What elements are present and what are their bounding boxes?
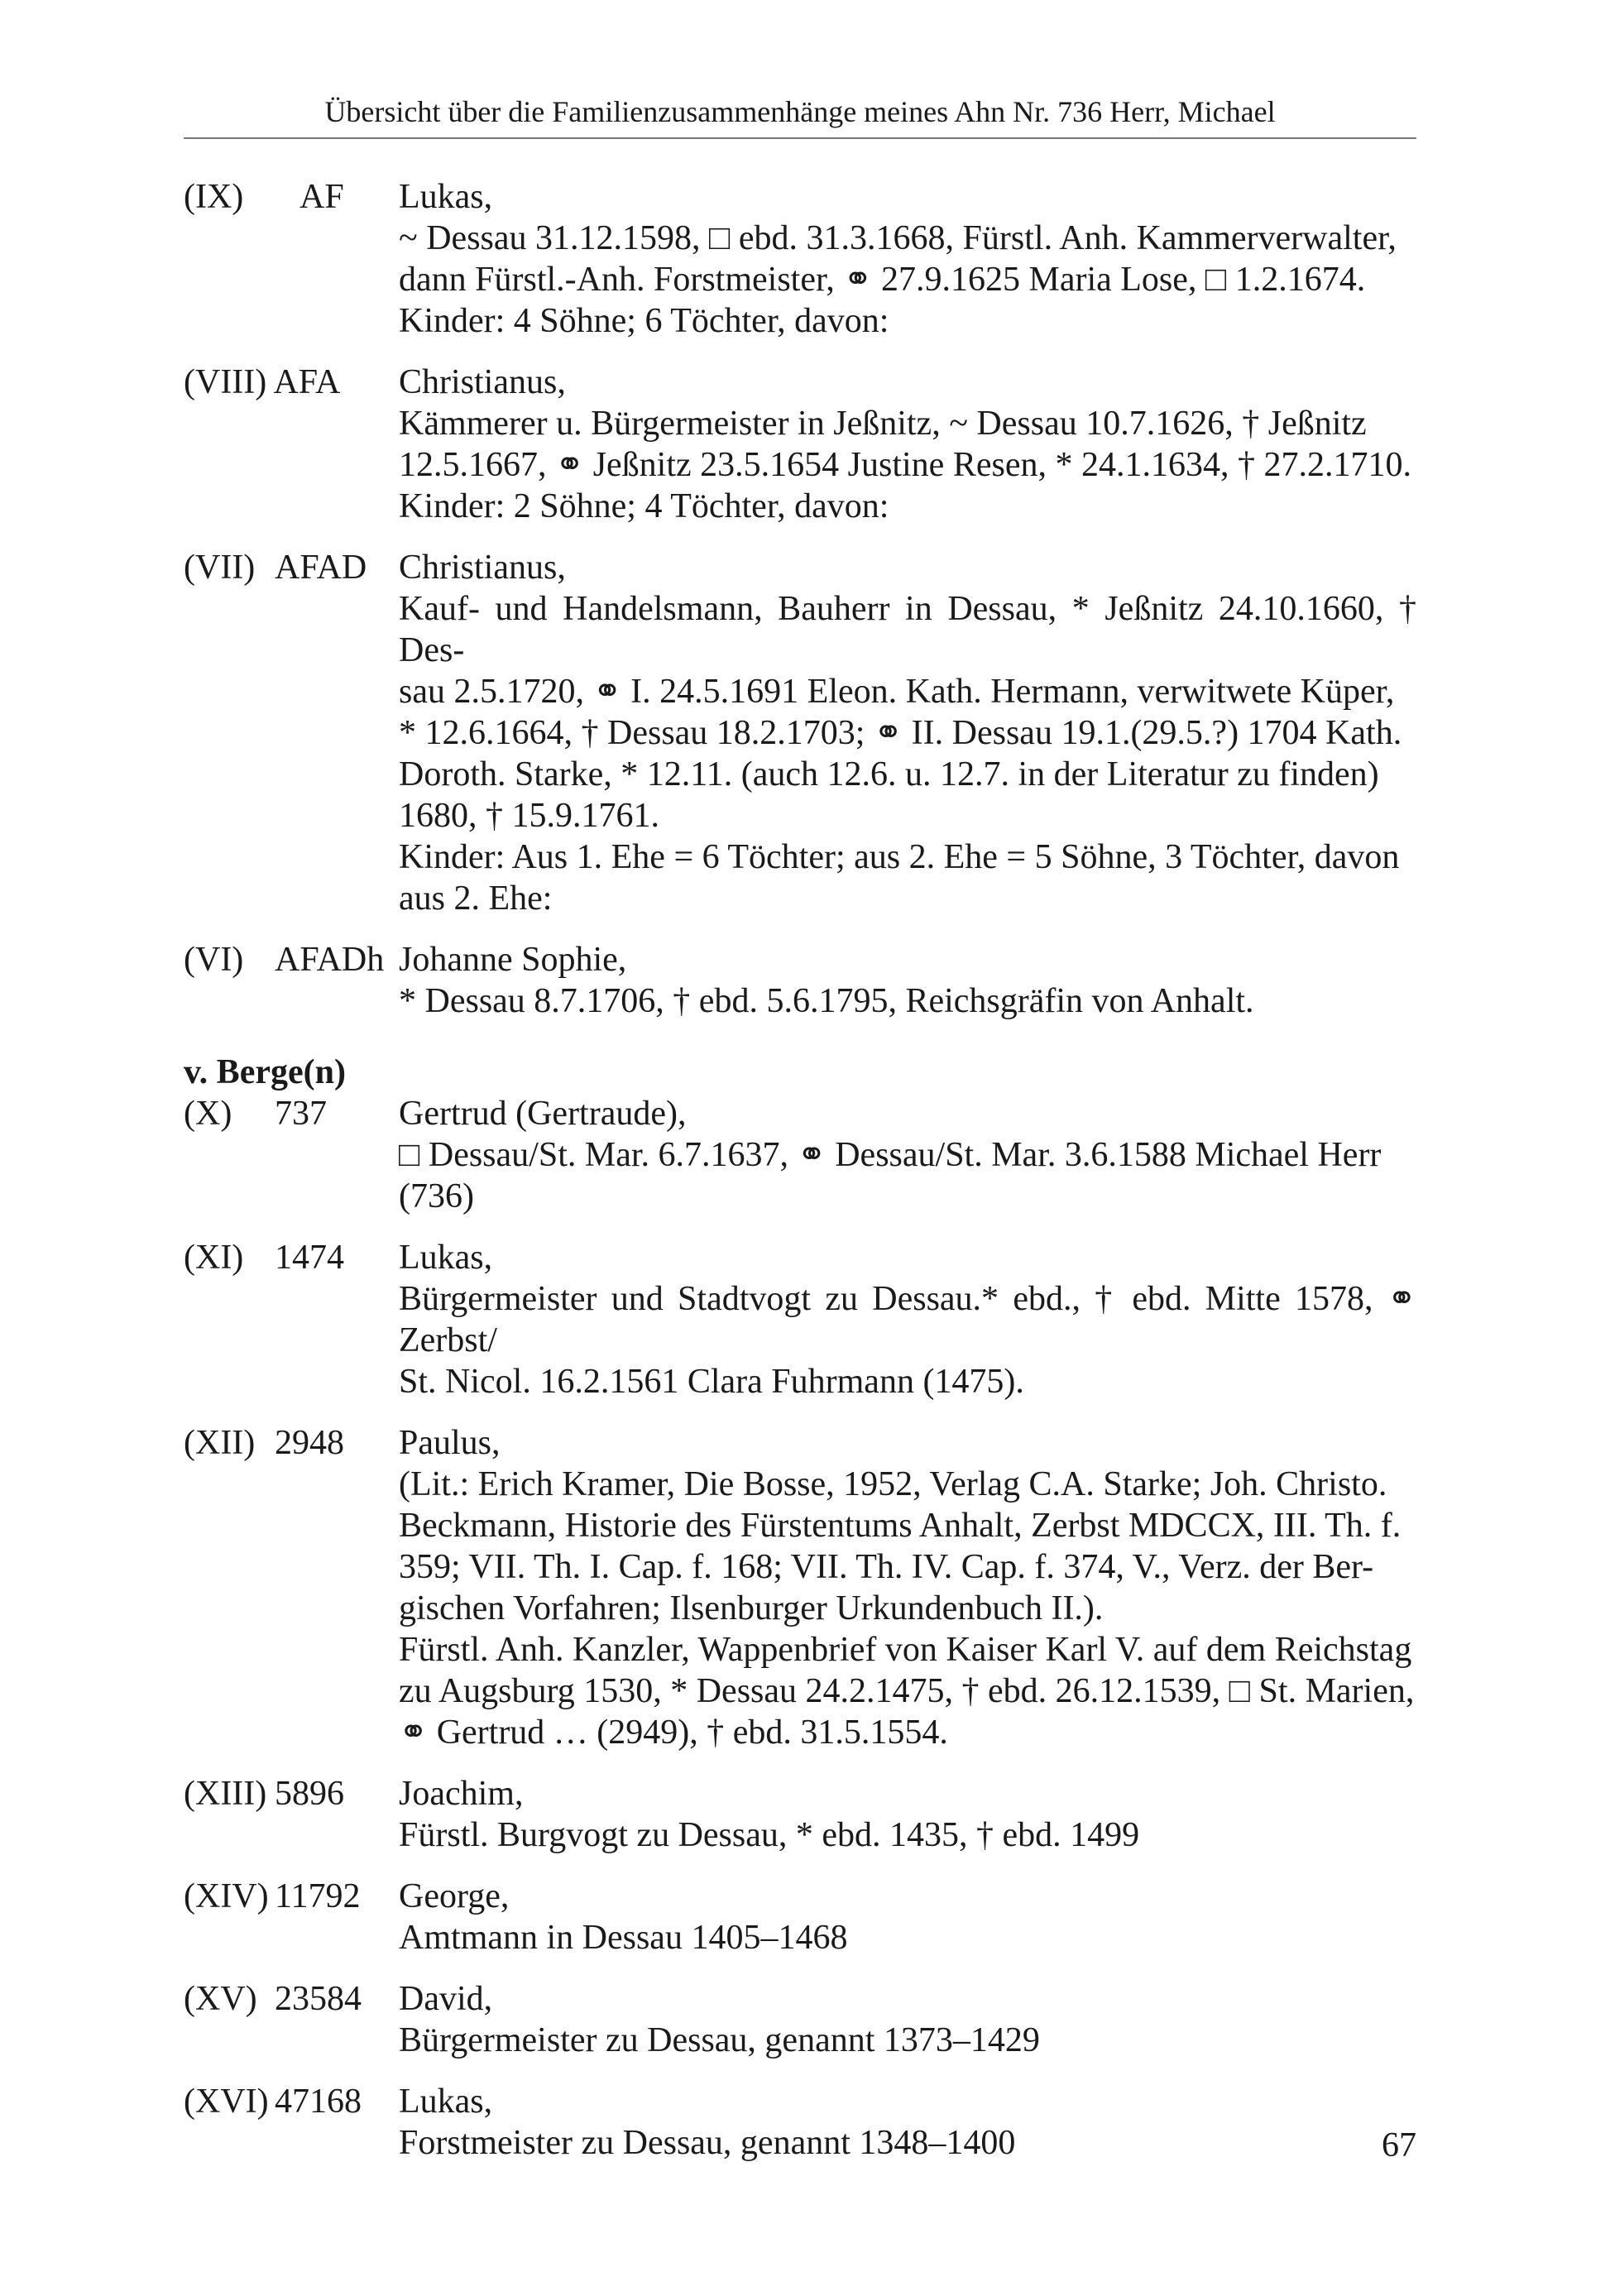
entry-line: □ Dessau/St. Mar. 6.7.1637, ⚭ Dessau/St. Mar. 3.6.1588 Michael Herr xyxy=(399,1136,1382,1174)
entry-line: (736) xyxy=(399,1177,474,1215)
entry-line: Kauf- und Handelsmann, Bauherr in Dessau, * Jeßnitz 24.10.1660, † Des- xyxy=(399,590,1416,669)
entry-line: St. Nicol. 16.2.1561 Clara Fuhrmann (1475). xyxy=(399,1363,1024,1401)
entry-line: Kinder: Aus 1. Ehe = 6 Töchter; aus 2. Ehe = 5 Söhne, 3 Töchter, davon xyxy=(399,838,1400,876)
entry-line: Doroth. Starke, * 12.11. (auch 12.6. u. 12.7. in der Literatur zu finden) xyxy=(399,755,1379,793)
entry-line: dann Fürstl.-Anh. Forstmeister, ⚭ 27.9.1625 Maria Lose, □ 1.2.1674. xyxy=(399,261,1366,299)
entry-name: Gertrud (Gertraude), xyxy=(399,1095,687,1133)
generation-label: (VI) xyxy=(184,941,244,979)
ancestor-code: 47168 xyxy=(275,2083,362,2121)
entry-line: zu Augsburg 1530, * Dessau 24.2.1475, † ebd. 26.12.1539, □ St. Marien, xyxy=(399,1672,1415,1710)
entry-name: David, xyxy=(399,1980,493,2018)
entry-body xyxy=(399,1237,1416,1402)
entry-line: Kämmerer u. Bürgermeister in Jeßnitz, ~ Dessau 10.7.1626, † Jeßnitz xyxy=(399,405,1367,443)
entry-body xyxy=(399,939,1416,1022)
entry-line: ⚭ Gertrud … (2949), † ebd. 31.5.1554. xyxy=(399,1714,948,1752)
entry-line: ~ Dessau 31.12.1598, □ ebd. 31.3.1668, Fürstl. Anh. Kammerverwalter, xyxy=(399,219,1397,257)
entry-body xyxy=(399,1422,1416,1753)
entry-body xyxy=(399,1876,1416,1958)
running-header: Übersicht über die Familienzusammenhänge meines Ahn Nr. 736 Herr, Michael xyxy=(324,95,1276,128)
entry-line: Forstmeister zu Dessau, genannt 1348–1400 xyxy=(399,2124,1016,2162)
entry-body xyxy=(399,1093,1416,1217)
entry-body xyxy=(399,547,1416,919)
entry-name: Christianus, xyxy=(399,363,566,401)
entry-line: aus 2. Ehe: xyxy=(399,880,553,918)
genealogy-entry xyxy=(184,362,1416,527)
ancestor-code: AFADh xyxy=(275,941,385,979)
ancestor-code: AF xyxy=(299,178,344,216)
generation-label: (XVI) xyxy=(184,2083,269,2121)
entry-line: 359; VII. Th. I. Cap. f. 168; VII. Th. IV. Cap. f. 374, V., Verz. der Ber- xyxy=(399,1548,1374,1586)
generation-label: (VIII) AFA xyxy=(184,363,341,401)
page-content xyxy=(184,176,1416,2164)
entry-name: Joachim, xyxy=(399,1775,524,1813)
genealogy-entry xyxy=(184,1876,1416,1958)
header-rule xyxy=(184,137,1416,139)
family-section-heading: v. Berge(n) xyxy=(184,1053,346,1091)
entry-body xyxy=(399,1978,1416,2061)
entry-line: Fürstl. Anh. Kanzler, Wappenbrief von Kaiser Karl V. auf dem Reichstag xyxy=(399,1631,1412,1669)
entry-line: * 12.6.1664, † Dessau 18.2.1703; ⚭ II. Dessau 19.1.(29.5.?) 1704 Kath. xyxy=(399,714,1402,752)
entry-name: Lukas, xyxy=(399,2083,493,2121)
genealogy-entry xyxy=(184,1237,1416,1402)
generation-label: (XII) xyxy=(184,1424,256,1462)
generation-label: (X) xyxy=(184,1095,232,1133)
page-number: 67 xyxy=(1382,2126,1416,2164)
ancestor-code: 5896 xyxy=(275,1775,344,1813)
entry-name: Lukas, xyxy=(399,178,493,216)
ancestor-code: 1474 xyxy=(275,1239,344,1277)
entry-line: 12.5.1667, ⚭ Jeßnitz 23.5.1654 Justine Resen, * 24.1.1634, † 27.2.1710. xyxy=(399,446,1411,484)
entry-line: gischen Vorfahren; Ilsenburger Urkundenbuch II.). xyxy=(399,1589,1104,1627)
generation-label: (XIII) xyxy=(184,1775,267,1813)
entry-name: Christianus, xyxy=(399,549,566,587)
entry-line: Bürgermeister und Stadtvogt zu Dessau.* ebd., † ebd. Mitte 1578, ⚭ Zerbst/ xyxy=(399,1280,1416,1359)
entry-line: Beckmann, Historie des Fürstentums Anhalt, Zerbst MDCCX, III. Th. f. xyxy=(399,1507,1402,1545)
entry-name: Johanne Sophie, xyxy=(399,941,627,979)
generation-label: (IX) xyxy=(184,178,244,216)
entry-body xyxy=(399,362,1416,527)
entry-body xyxy=(399,1773,1416,1856)
entry-line: * Dessau 8.7.1706, † ebd. 5.6.1795, Reichsgräfin von Anhalt. xyxy=(399,982,1254,1020)
genealogy-entry xyxy=(184,176,1416,342)
entry-line: 1680, † 15.9.1761. xyxy=(399,797,659,835)
ancestor-code: AFAD xyxy=(275,549,367,587)
genealogy-entry xyxy=(184,1093,1416,1217)
entry-name: George, xyxy=(399,1877,510,1915)
ancestor-code: 23584 xyxy=(275,1980,362,2018)
entry-body xyxy=(399,2081,1416,2164)
generation-label: (XV) xyxy=(184,1980,257,2018)
entry-line: Bürgermeister zu Dessau, genannt 1373–1429 xyxy=(399,2021,1040,2059)
entry-body xyxy=(399,176,1416,342)
entry-line: (Lit.: Erich Kramer, Die Bosse, 1952, Verlag C.A. Starke; Joh. Christo. xyxy=(399,1465,1387,1503)
genealogy-entry xyxy=(184,547,1416,919)
entry-line: Kinder: 4 Söhne; 6 Töchter, davon: xyxy=(399,302,889,340)
entry-line: Fürstl. Burgvogt zu Dessau, * ebd. 1435, † ebd. 1499 xyxy=(399,1816,1140,1854)
entry-line: Kinder: 2 Söhne; 4 Töchter, davon: xyxy=(399,487,889,525)
genealogy-entry xyxy=(184,1978,1416,2061)
entry-name: Paulus, xyxy=(399,1424,501,1462)
entry-line: Amtmann in Dessau 1405–1468 xyxy=(399,1919,848,1957)
ancestor-code: 2948 xyxy=(275,1424,344,1462)
generation-label: (VII) xyxy=(184,549,256,587)
ancestor-code: 11792 xyxy=(275,1877,361,1915)
genealogy-entry xyxy=(184,2081,1416,2164)
genealogy-entry xyxy=(184,939,1416,1022)
ancestor-code: 737 xyxy=(275,1095,327,1133)
entry-name: Lukas, xyxy=(399,1239,493,1277)
generation-label: (XIV) xyxy=(184,1877,269,1915)
genealogy-entry xyxy=(184,1422,1416,1753)
generation-label: (XI) xyxy=(184,1239,244,1277)
entry-line: sau 2.5.1720, ⚭ I. 24.5.1691 Eleon. Kath. Hermann, verwitwete Küper, xyxy=(399,673,1395,711)
genealogy-entry xyxy=(184,1773,1416,1856)
